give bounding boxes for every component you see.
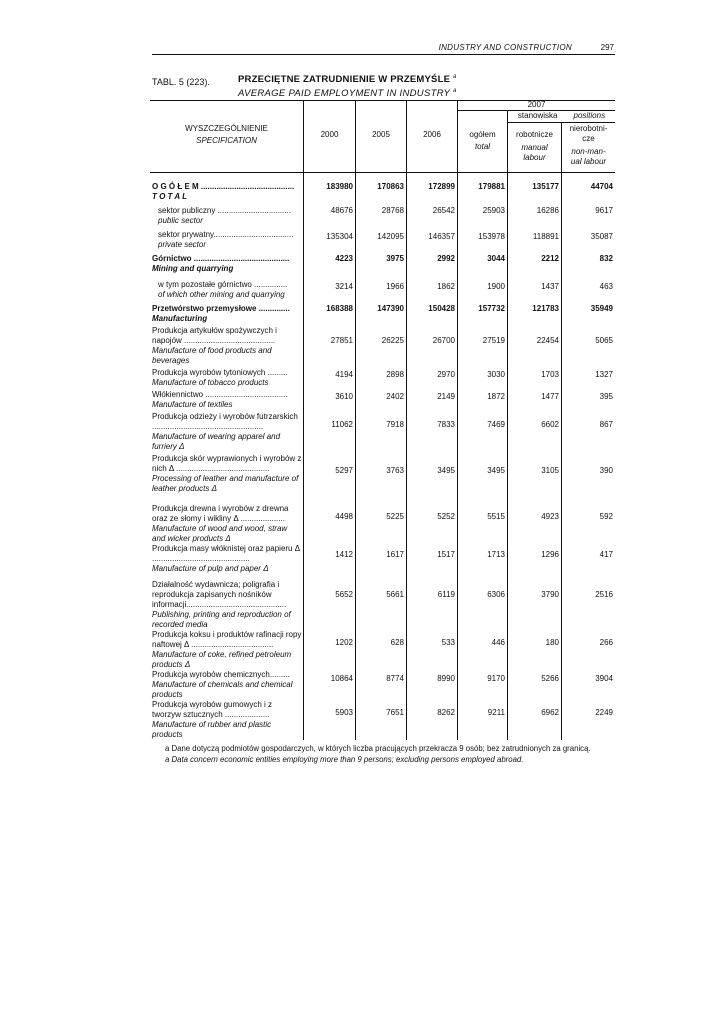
- row-label-en: public sector: [158, 216, 203, 225]
- table-cell: 121783: [532, 304, 559, 313]
- row-label-en: Manufacture of wearing apparel and furriery Δ: [152, 432, 281, 451]
- table-cell: 183980: [326, 182, 353, 191]
- table-cell: 4923: [541, 512, 559, 521]
- table-cell: 867: [599, 420, 613, 429]
- row-label-pl: Przetwórstwo przemysłowe ..............: [152, 304, 290, 313]
- col-nonmanual: nierobotni-cze non-man-ual labour: [569, 124, 608, 166]
- page-number: 297: [600, 43, 614, 52]
- spec-header: WYSZCZEGÓLNIENIE SPECIFICATION: [185, 124, 268, 145]
- row-label-pl: Produkcja koksu i produktów rafinacji ropy naftowej Δ .....................................: [152, 630, 302, 649]
- table-cell: 157732: [478, 304, 505, 313]
- table-cell: 390: [599, 466, 613, 475]
- table-cell: 5266: [541, 674, 559, 683]
- row-label: [152, 390, 302, 410]
- row-label-en: Manufacture of wood and wood, straw and wicker products Δ: [152, 524, 288, 543]
- table-cell: 8774: [386, 674, 404, 683]
- col-2006: 2006: [423, 130, 441, 139]
- table-cell: 22454: [536, 336, 559, 345]
- table-cell: 2212: [541, 254, 559, 263]
- table-cell: 2402: [386, 392, 404, 401]
- table-cell: 533: [441, 638, 455, 647]
- row-label-en: Manufacture of textiles: [152, 400, 233, 409]
- row-label-pl: sektor publiczny .................................: [158, 206, 291, 215]
- row-label: [152, 454, 302, 494]
- table-cell: 1412: [335, 550, 353, 559]
- table-cell: 2149: [437, 392, 455, 401]
- table-cell: 7651: [386, 708, 404, 717]
- table-cell: 3495: [487, 466, 505, 475]
- table-cell: 44704: [590, 182, 613, 191]
- table-cell: 5065: [595, 336, 613, 345]
- table-cell: 2516: [595, 590, 613, 599]
- running-header: [152, 42, 615, 55]
- table-cell: 266: [599, 638, 613, 647]
- row-label-en: T O T A L: [152, 192, 187, 201]
- row-label-pl: Produkcja artykułów spożywczych i napojów .........................................: [152, 326, 277, 345]
- row-label-en: of which other mining and quarrying: [158, 290, 285, 299]
- table-cell: 3495: [437, 466, 455, 475]
- row-label-pl: Produkcja wyrobów chemicznych.........: [152, 670, 290, 679]
- col-manual: robotnicze manual labour: [516, 130, 553, 162]
- table-cell: 170863: [377, 182, 404, 191]
- table-cell: 9617: [595, 206, 613, 215]
- row-label-pl: Produkcja drewna i wyrobów z drewna oraz ze słomy i wikliny Δ ....................: [152, 504, 289, 523]
- row-label-en: Manufacture of pulp and paper Δ: [152, 564, 269, 573]
- table-cell: 7469: [487, 420, 505, 429]
- row-label: [152, 368, 302, 388]
- table-cell: 1202: [335, 638, 353, 647]
- row-label-en: Processing of leather and manufacture of leather products Δ: [152, 474, 299, 493]
- row-label-en: Manufacturing: [152, 314, 208, 323]
- table-cell: 150428: [428, 304, 455, 313]
- table-cell: 1617: [386, 550, 404, 559]
- table-cell: 417: [599, 550, 613, 559]
- table-cell: 153978: [478, 232, 505, 241]
- table-cell: 7918: [386, 420, 404, 429]
- table-cell: 1862: [437, 282, 455, 291]
- table-cell: 1477: [541, 392, 559, 401]
- row-label-pl: Produkcja wyrobów tytoniowych .........: [152, 368, 288, 377]
- row-label-en: Manufacture of chemicals and chemical products: [152, 680, 293, 699]
- table-cell: 26542: [432, 206, 455, 215]
- table-cell: 1517: [437, 550, 455, 559]
- table-cell: 35087: [590, 232, 613, 241]
- row-label: [152, 670, 302, 700]
- footnote-pl: a Dane dotyczą podmiotów gospodarczych, w których liczba pracujących przekracza 9 osób; bez zatrudnionych za granicą.: [165, 744, 591, 753]
- employment-table: [150, 100, 615, 740]
- table-cell: 463: [599, 282, 613, 291]
- table-cell: 3763: [386, 466, 404, 475]
- table-cell: 2992: [437, 254, 455, 263]
- row-label: [152, 304, 302, 324]
- row-label-pl: Włókiennictwo .....................................: [152, 390, 288, 399]
- row-label-pl: Produkcja masy włóknistej oraz papieru Δ ............................................: [152, 544, 300, 563]
- row-label-pl: Produkcja odzieży i wyrobów futrzarskich ..................................................: [152, 412, 298, 431]
- table-cell: 172899: [428, 182, 455, 191]
- row-label-pl: Górnictwo ...........................................: [152, 254, 290, 263]
- table-cell: 135177: [532, 182, 559, 191]
- col-2007: 2007: [527, 100, 546, 109]
- table-cell: 142095: [377, 232, 404, 241]
- table-cell: 4223: [335, 254, 353, 263]
- row-label-pl: Produkcja skór wyprawionych i wyrobów z nich Δ ..........................................: [152, 454, 302, 473]
- table-cell: 9211: [487, 708, 505, 717]
- table-cell: 135304: [326, 232, 353, 241]
- row-label: [158, 230, 308, 250]
- table-cell: 2970: [437, 370, 455, 379]
- table-cell: 3975: [386, 254, 404, 263]
- table-cell: 3610: [335, 392, 353, 401]
- table-cell: 118891: [532, 232, 559, 241]
- table-cell: 26225: [381, 336, 404, 345]
- table-cell: 5252: [437, 512, 455, 521]
- table-cell: 35949: [590, 304, 613, 313]
- row-label: [152, 254, 302, 274]
- table-cell: 1703: [541, 370, 559, 379]
- table-cell: 5661: [386, 590, 404, 599]
- table-cell: 4498: [335, 512, 353, 521]
- table-cell: 832: [599, 254, 613, 263]
- row-label-en: Manufacture of coke, refined petroleum products Δ: [152, 650, 292, 669]
- table-cell: 10864: [330, 674, 353, 683]
- row-label-pl: Produkcja wyrobów gumowych i z tworzyw sztucznych ....................: [152, 700, 273, 719]
- col-2000: 2000: [320, 130, 339, 139]
- col-2005: 2005: [372, 130, 390, 139]
- row-label: [152, 580, 302, 630]
- table-cell: 5297: [335, 466, 353, 475]
- section-title: INDUSTRY AND CONSTRUCTION: [438, 43, 572, 52]
- table-cell: 6602: [541, 420, 559, 429]
- row-label: [158, 206, 308, 226]
- table-title-pl: PRZECIĘTNE ZATRUDNIENIE W PRZEMYŚLE $^a$: [238, 74, 457, 86]
- table-cell: 8262: [437, 708, 455, 717]
- row-label-en: Publishing, printing and reproduction of recorded media: [152, 610, 291, 629]
- table-cell: 5652: [335, 590, 353, 599]
- table-cell: 146357: [428, 232, 455, 241]
- table-cell: 1713: [487, 550, 505, 559]
- table-cell: 3105: [541, 466, 559, 475]
- row-label: [152, 326, 302, 366]
- table-cell: 446: [491, 638, 505, 647]
- row-label-pl: sektor prywatny....................................: [158, 230, 294, 239]
- table-cell: 3214: [335, 282, 353, 291]
- row-label-pl: O G Ó Ł E M ..........................................: [152, 182, 295, 191]
- table-cell: 6962: [541, 708, 559, 717]
- table-cell: 147390: [377, 304, 404, 313]
- row-label: [152, 544, 302, 574]
- table-title-en: AVERAGE PAID EMPLOYMENT IN INDUSTRY $^a$: [238, 88, 457, 100]
- row-label: [152, 504, 302, 544]
- table-cell: 179881: [478, 182, 505, 191]
- table-cell: 5903: [335, 708, 353, 717]
- table-cell: 6306: [487, 590, 505, 599]
- table-cell: 2898: [386, 370, 404, 379]
- row-label: [152, 700, 302, 740]
- table-cell: 48676: [330, 206, 353, 215]
- table-cell: 168388: [326, 304, 353, 313]
- row-label: [152, 182, 302, 202]
- table-cell: 3030: [487, 370, 505, 379]
- row-label: [152, 630, 302, 670]
- table-cell: 4194: [335, 370, 353, 379]
- table-cell: 180: [545, 638, 559, 647]
- table-cell: 6119: [437, 590, 455, 599]
- table-cell: 1966: [386, 282, 404, 291]
- footnote-en: a Data concern economic entities employing more than 9 persons; excluding persons employed abroad.: [165, 755, 524, 764]
- table-cell: 27851: [330, 336, 353, 345]
- table-cell: 25903: [482, 206, 505, 215]
- row-label-en: Manufacture of rubber and plastic products: [152, 720, 272, 739]
- row-label: [158, 280, 308, 300]
- table-cell: 2249: [595, 708, 613, 717]
- col-total: ogółem total: [469, 130, 496, 151]
- row-label-en: Manufacture of food products and beverages: [152, 346, 272, 365]
- positions-header: stanowiska positions: [517, 111, 606, 120]
- table-cell: 27519: [482, 336, 505, 345]
- row-label: [152, 412, 302, 452]
- table-cell: 9170: [487, 674, 505, 683]
- row-label-pl: Działalność wydawnicza; poligrafia i reprodukcja zapisanych nośników informacji.............................................: [152, 580, 287, 609]
- table-cell: 8990: [437, 674, 455, 683]
- table-cell: 7833: [437, 420, 455, 429]
- table-cell: 11062: [331, 420, 353, 429]
- table-cell: 1327: [595, 370, 613, 379]
- table-cell: 1296: [541, 550, 559, 559]
- row-label-en: Manufacture of tobacco products: [152, 378, 269, 387]
- table-cell: 26700: [432, 336, 455, 345]
- row-label-pl: w tym pozostałe górnictwo ...............: [158, 280, 288, 289]
- table-cell: 1900: [487, 282, 505, 291]
- table-cell: 1872: [487, 392, 505, 401]
- row-label-en: Mining and quarrying: [152, 264, 234, 273]
- table-cell: 16286: [536, 206, 559, 215]
- table-cell: 395: [599, 392, 613, 401]
- table-cell: 1437: [541, 282, 559, 291]
- table-cell: 5515: [487, 512, 505, 521]
- table-cell: 592: [599, 512, 613, 521]
- table-cell: 628: [390, 638, 404, 647]
- table-cell: 28768: [381, 206, 404, 215]
- table-number: TABL. 5 (223).: [152, 77, 210, 87]
- table-cell: 3790: [541, 590, 559, 599]
- table-cell: 5225: [386, 512, 404, 521]
- row-label-en: private sector: [158, 240, 207, 249]
- table-cell: 3904: [595, 674, 613, 683]
- table-cell: 3044: [487, 254, 505, 263]
